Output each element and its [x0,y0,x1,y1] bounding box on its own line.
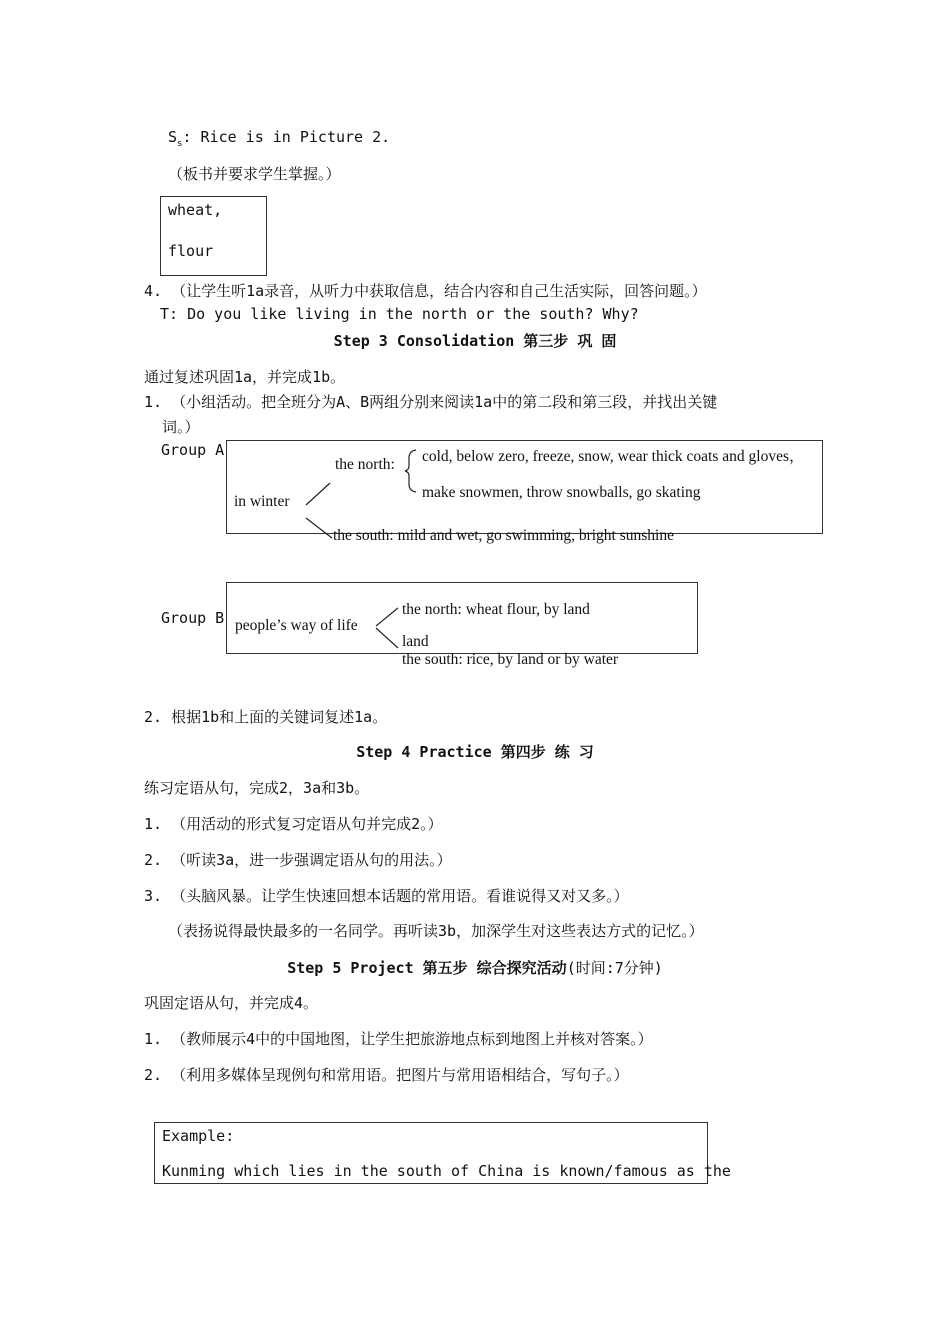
board-word-wheat: wheat, [168,201,223,219]
group-a-label: Group A [161,441,225,459]
step4-item3: 3. （头脑风暴。让学生快速回想本话题的常用语。看谁说得又对又多。） [144,887,629,905]
group-b-label: Group B [161,609,225,627]
step5-intro: 巩固定语从句，并完成4。 [144,994,319,1012]
group-b-north: the north: wheat flour, by land [402,601,590,618]
group-b-south: the south: rice, by land or by water [402,651,619,668]
step4-intro: 练习定语从句，完成2，3a和3b。 [144,779,370,797]
group-b-land: land [402,633,429,650]
board-note: （板书并要求学生掌握。） [168,165,341,183]
step4-item3-note: （表扬说得最快最多的一名同学。再听读3b，加深学生对这些表达方式的记忆。） [168,922,704,940]
step5-item1: 1. （教师展示4中的中国地图，让学生把旅游地点标到地图上并核对答案。） [144,1030,653,1048]
step5-item2: 2. （利用多媒体呈现例句和常用语。把图片与常用语相结合，写句子。） [144,1066,629,1084]
example-text: Kunming which lies in the south of China is known/famous as the [162,1162,731,1180]
step3-item1-line1: 1. （小组活动。把全班分为A、B两组分别来阅读1a中的第二段和第三段，并找出关键 [144,393,718,411]
step5-heading-time: (时间:7分钟) [566,959,663,977]
board-word-flour: flour [168,242,214,260]
example-label: Example: [162,1127,235,1145]
ss-label: S [168,128,178,146]
step3-item1-line2: 词。） [162,418,200,436]
step5-heading: Step 5 Project 第五步 综合探究活动 [287,959,567,977]
ss-text: : Rice is in Picture 2. [182,128,391,146]
group-a-north-line2: make snowmen, throw snowballs, go skating [422,484,701,501]
teacher-question: T: Do you like living in the north or the south? Why? [160,305,639,323]
step4-item1: 1. （用活动的形式复习定语从句并完成2。） [144,815,443,833]
step3-heading: Step 3 Consolidation 第三步 巩 固 [333,332,617,350]
group-a-north-label: the north: [335,456,395,473]
step4-item2: 2. （听读3a，进一步强调定语从句的用法。） [144,851,452,869]
group-a-south: the south: mild and wet, go swimming, bright sunshine [333,527,674,544]
group-a-in-winter: in winter [234,493,290,510]
group-a-north-line1: cold, below zero, freeze, snow, wear thick coats and gloves， [422,448,805,465]
ss-sub: s [177,139,183,149]
step4-heading: Step 4 Practice 第四步 练 习 [356,743,594,761]
step3-item2: 2. 根据1b和上面的关键词复述1a。 [144,708,388,726]
item-4: 4. （让学生听1a录音，从听力中获取信息，结合内容和自己生活实际，回答问题。） [144,282,707,300]
step3-intro: 通过复述巩固1a，并完成1b。 [144,368,346,386]
step5-heading-line [0,957,950,978]
group-b-way-of-life: people’s way of life [235,617,358,634]
